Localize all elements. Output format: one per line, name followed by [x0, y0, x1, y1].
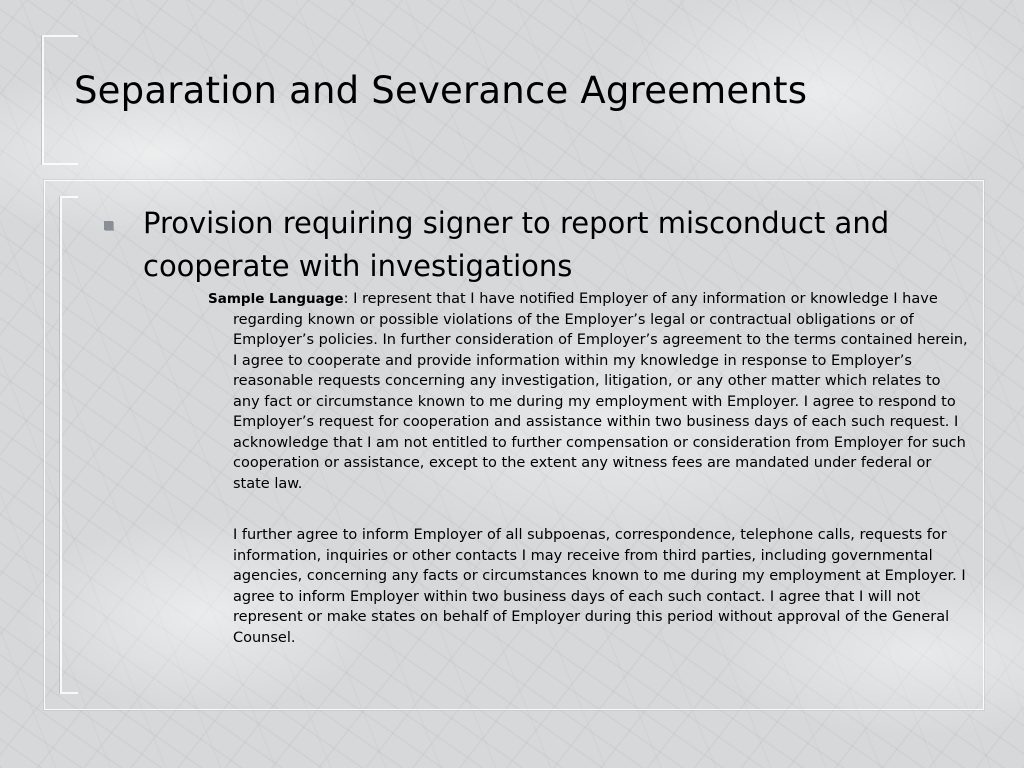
slide-title: Separation and Severance Agreements [74, 69, 808, 112]
sample-paragraph-1-text: I represent that I have notified Employer of any information or knowledge I have regarding known or possible violations of the Employer’s legal or contractual obligations or of Employer’s policies. In further consideration of Employer’s agreement to the terms contained herein, I agree to cooperate and provide information within my knowledge in response to Employer’s reasonable requests concerning any investigation, litigation, or any other matter which relates to any fact or circumstance known to me during my employment with Employer. I agree to respond to Employer’s request for cooperation and assistance within two business days of each such request. I acknowledge that I am not entitled to further compensation or consideration from Employer for such cooperation or assistance, except to the extent any witness fees are mandated under federal or state law. [233, 291, 968, 492]
sample-paragraph-2: I further agree to inform Employer of all subpoenas, correspondence, telephone calls, requests for information, inquiries or other contacts I may receive from third parties, including governmental agencies, concerning any facts or circumstances known to me during my employment at Employer. I agree to inform Employer within two business days of each such contact. I agree that I will not represent or make states on behalf of Employer during this period without approval of the General Counsel. [233, 527, 966, 646]
body-bar-decoration [60, 196, 78, 694]
sample-language-label: Sample Language [208, 291, 344, 307]
square-bullet-icon [104, 221, 113, 230]
sample-language-block [208, 289, 968, 648]
bullet-text: Provision requiring signer to report misconduct and cooperate with investigations [143, 206, 890, 283]
bullet-item [104, 202, 964, 288]
sample-paragraph-1 [208, 289, 968, 494]
title-frame-decoration [42, 35, 78, 165]
sample-label-separator: : [343, 291, 349, 307]
